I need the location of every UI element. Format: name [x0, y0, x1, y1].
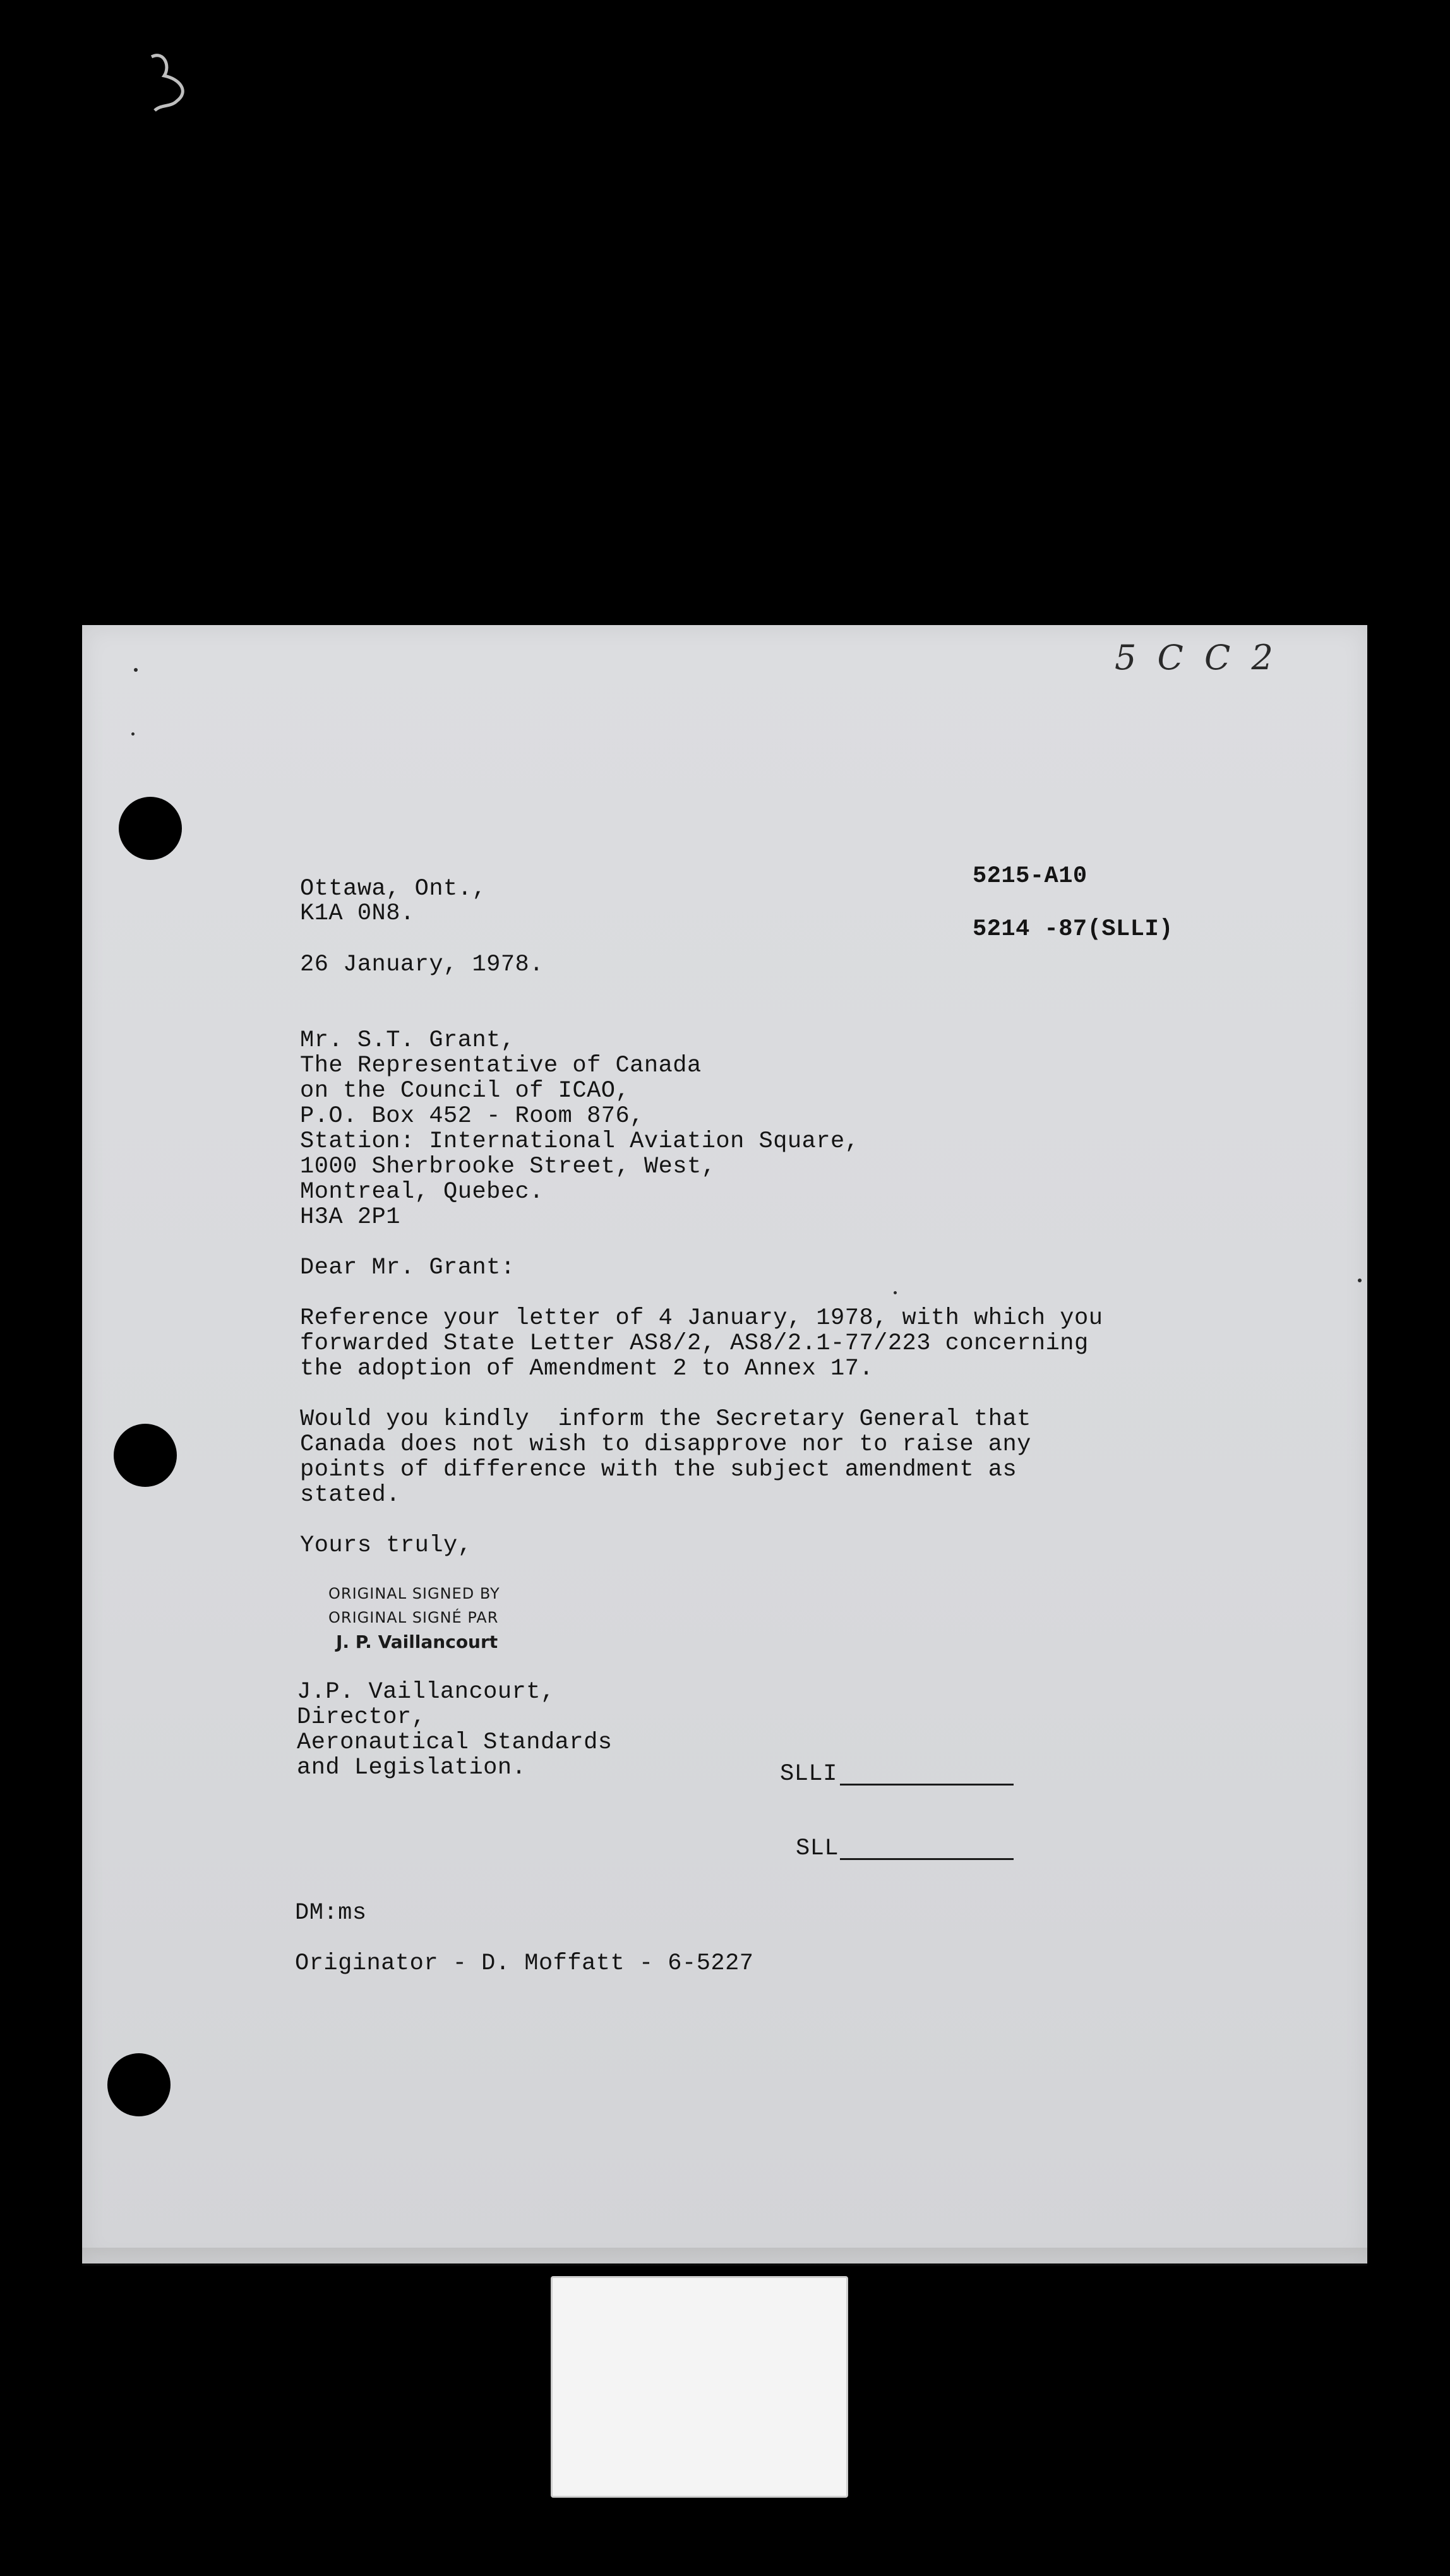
originator-line: Originator - D. Moffatt - 6-5227 — [295, 1950, 754, 1977]
body-paragraph-2-line: points of difference with the subject amendment as — [300, 1457, 1017, 1483]
initials-label-slli: SLLI — [780, 1761, 837, 1787]
recipient-line: H3A 2P1 — [300, 1204, 400, 1231]
body-paragraph-1-line: the adoption of Amendment 2 to Annex 17. — [300, 1356, 874, 1382]
letter-page — [82, 625, 1367, 2263]
punch-hole-bottom — [107, 2053, 171, 2116]
recipient-line: on the Council of ICAO, — [300, 1078, 630, 1104]
speck — [131, 732, 135, 736]
signatory-line: and Legislation. — [297, 1755, 527, 1781]
letter-date: 26 January, 1978. — [300, 951, 544, 978]
blank-label-card — [551, 2276, 848, 2498]
stamp-signatory-name: J. P. Vaillancourt — [336, 1631, 498, 1652]
body-paragraph-2-line: stated. — [300, 1482, 400, 1508]
recipient-line: 1000 Sherbrooke Street, West, — [300, 1154, 716, 1180]
signatory-line: Aeronautical Standards — [297, 1729, 613, 1756]
recipient-line: The Representative of Canada — [300, 1052, 702, 1079]
signature-stamp — [328, 1582, 568, 1655]
stamp-signed-by-english: ORIGINAL SIGNED BY — [328, 1585, 500, 1602]
signatory-line: J.P. Vaillancourt, — [297, 1679, 555, 1705]
initials-label-sll: SLL — [796, 1835, 839, 1862]
reference-number-2: 5214 -87(SLLI) — [973, 916, 1173, 943]
body-paragraph-2-line: Would you kindly inform the Secretary General that — [300, 1406, 1031, 1433]
salutation: Dear Mr. Grant: — [300, 1255, 515, 1281]
page-edge-shadow — [82, 2248, 1367, 2267]
sender-postal-code: K1A 0N8. — [300, 900, 415, 927]
initials-line-sll — [840, 1858, 1014, 1860]
speck — [1358, 1279, 1362, 1282]
recipient-line: Station: International Aviation Square, — [300, 1128, 860, 1155]
closing: Yours truly, — [300, 1532, 472, 1559]
scan-corner-mark — [142, 51, 202, 120]
typist-reference: DM:ms — [295, 1900, 367, 1926]
stamp-signed-by-french: ORIGINAL SIGNÉ PAR — [328, 1609, 499, 1626]
sender-city: Ottawa, Ont., — [300, 876, 487, 902]
body-paragraph-2-line: Canada does not wish to disapprove nor to raise any — [300, 1431, 1031, 1458]
initials-line-slli — [840, 1784, 1014, 1786]
recipient-line: Mr. S.T. Grant, — [300, 1027, 515, 1054]
recipient-line: P.O. Box 452 - Room 876, — [300, 1103, 644, 1130]
punch-hole-middle — [114, 1424, 177, 1487]
speck — [894, 1291, 897, 1294]
speck — [134, 668, 138, 672]
body-paragraph-1-line: Reference your letter of 4 January, 1978, with which you — [300, 1305, 1103, 1332]
body-paragraph-1-line: forwarded State Letter AS8/2, AS8/2.1-77/223 concerning — [300, 1330, 1089, 1357]
recipient-line: Montreal, Quebec. — [300, 1179, 544, 1205]
signatory-line: Director, — [297, 1704, 426, 1731]
handwritten-file-note: 5 C C 2 — [1115, 638, 1278, 677]
punch-hole-top — [119, 797, 182, 860]
reference-number-1: 5215-A10 — [973, 863, 1088, 890]
